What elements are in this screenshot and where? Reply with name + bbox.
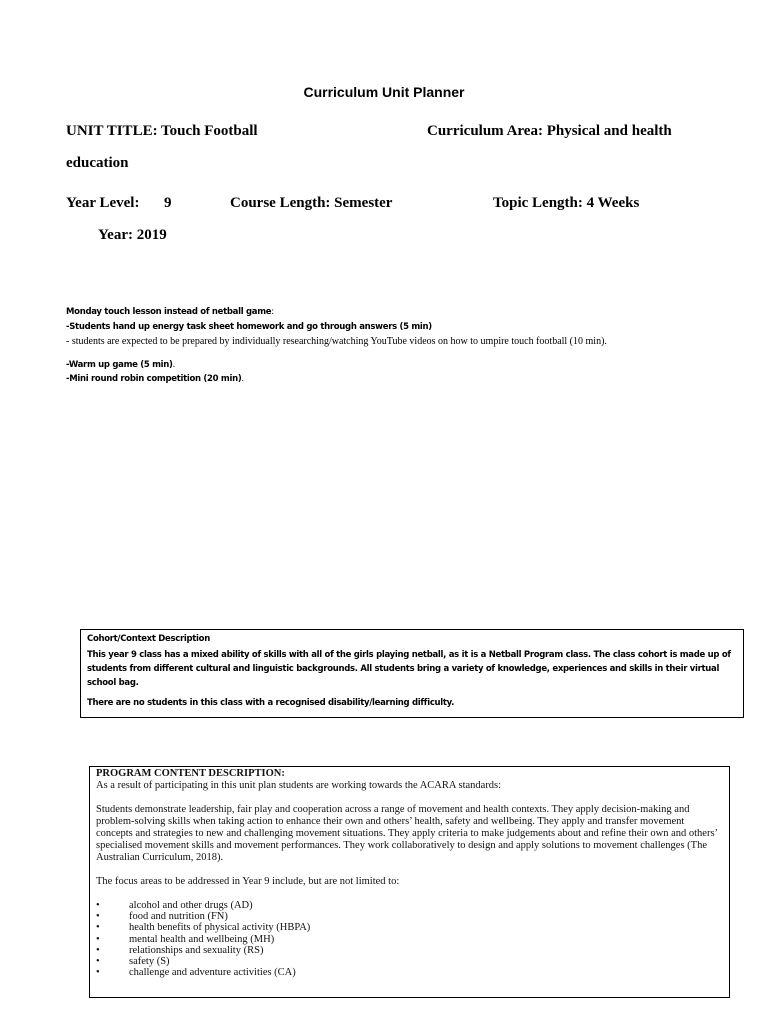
list-item: • mental health and wellbeing (MH) — [96, 933, 275, 945]
cohort-context-box — [80, 629, 744, 718]
lesson-note-research: - students are expected to be prepared by individually researching/watching YouTube videos on how to umpire touch football (10 min). — [66, 336, 607, 347]
bullet-icon: • — [96, 922, 100, 934]
program-title: PROGRAM CONTENT DESCRIPTION: — [96, 768, 285, 779]
bullet-icon: • — [96, 944, 100, 956]
program-standards: Students demonstrate leadership, fair play and cooperation across a range of movement and health contexts. They apply decision-making and problem-solving skills when taking action to enhance their own and others’ health, safety and wellbeing. They apply and transfer movement concepts and strategies to new and challenging movement situations. They apply criteria to make judgements about and refine their own and others’ specialised movement skills and movement performances. They work collaboratively to design and apply solutions to movement challenges (The Australian Curriculum, 2018). — [96, 804, 718, 863]
list-item: • challenge and adventure activities (CA) — [96, 967, 296, 979]
list-item: • relationships and sexuality (RS) — [96, 944, 264, 956]
bullet-icon: • — [96, 933, 100, 945]
year-level-label: Year Level: — [66, 195, 140, 211]
bullet-icon: • — [96, 967, 100, 979]
list-item: • safety (S) — [96, 955, 170, 967]
list-item: • food and nutrition (FN) — [96, 911, 228, 923]
list-item: • alcohol and other drugs (AD) — [96, 900, 253, 911]
bullet-icon: • — [96, 911, 100, 923]
lesson-notes-heading: Monday touch lesson instead of netball game: — [66, 307, 274, 317]
cohort-title: Cohort/Context Description — [87, 634, 210, 644]
list-item: • health benefits of physical activity (HBPA) — [96, 922, 311, 934]
cohort-disability-note: There are no students in this class with a recognised disability/learning difficulty. — [87, 698, 455, 708]
bullet-icon: • — [96, 900, 100, 911]
curriculum-area: Curriculum Area: Physical and health — [427, 123, 672, 139]
lesson-note-homework: -Students hand up energy task sheet homework and go through answers (5 min) — [66, 322, 432, 332]
lesson-note-warmup: -Warm up game (5 min). — [66, 360, 176, 370]
cohort-description: This year 9 class has a mixed ability of skills with all of the girls playing netball, as it is a Netball Program class. The class cohort is made up of students from different cultural and linguistic backgrounds. All students bring a variety of knowledge, experiences and skills in their virtual school bag. — [87, 650, 731, 688]
program-focus-intro: The focus areas to be addressed in Year 9 include, but are not limited to: — [96, 876, 400, 887]
program-content-box — [89, 766, 730, 998]
focus-areas-list — [96, 900, 723, 978]
curriculum-area-continued: education — [66, 155, 129, 171]
topic-length: Topic Length: 4 Weeks — [493, 195, 640, 211]
year-level-value: 9 — [164, 195, 172, 211]
lesson-note-competition: -Mini round robin competition (20 min). — [66, 374, 244, 384]
unit-title: UNIT TITLE: Touch Football — [66, 123, 258, 139]
page-title: Curriculum Unit Planner — [303, 84, 465, 100]
course-length: Course Length: Semester — [230, 195, 393, 211]
program-intro: As a result of participating in this unit plan students are working towards the ACARA standards: — [96, 780, 502, 791]
bullet-icon: • — [96, 955, 100, 967]
year: Year: 2019 — [98, 227, 167, 243]
